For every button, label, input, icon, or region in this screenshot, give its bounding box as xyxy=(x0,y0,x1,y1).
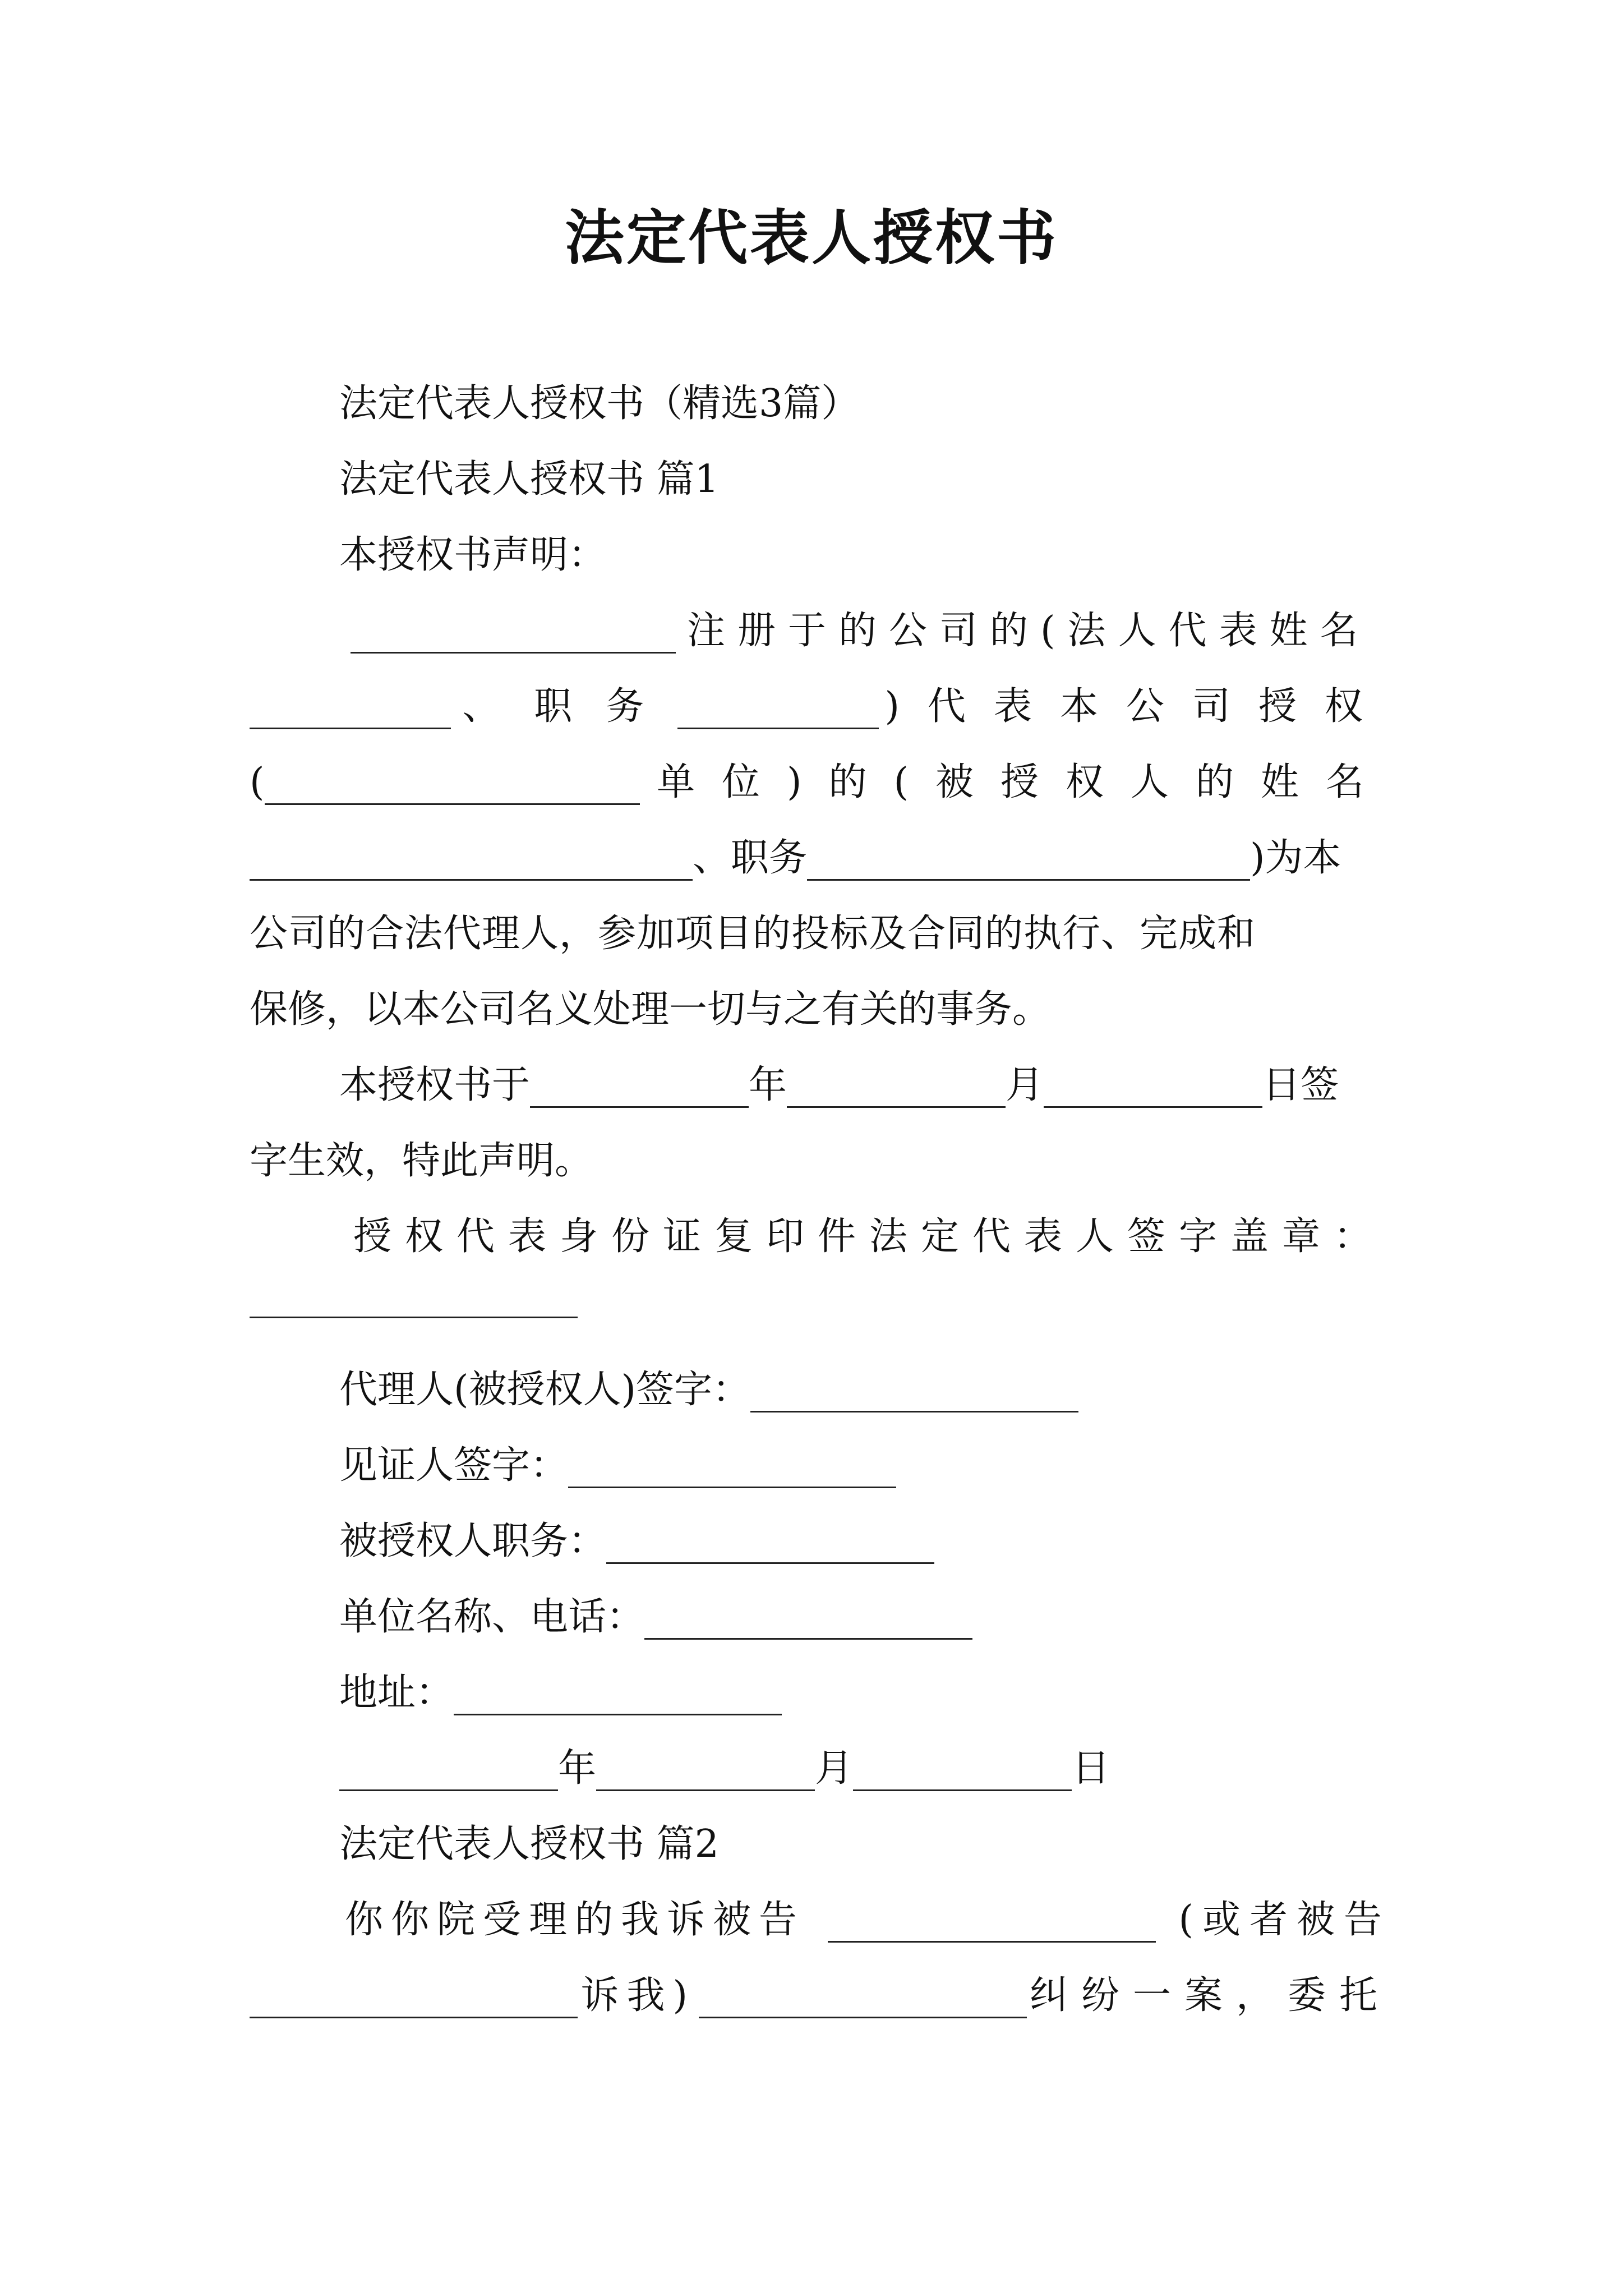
page-title: 法定代表人授权书 xyxy=(565,203,1058,273)
paragraph-line: 保修，以本公司名义处理一切与之有关的事务。 xyxy=(250,987,1051,1032)
witness-signature-line: 见证人签字： xyxy=(250,1443,1391,1488)
position-line: 被授权人职务： xyxy=(250,1519,1391,1564)
signature-seal-label: 授权代表身份证复印件法定代表人签字盖章： xyxy=(353,1214,1386,1259)
day-blank[interactable] xyxy=(853,1755,1072,1791)
legal-rep-name-blank[interactable] xyxy=(250,693,451,729)
paragraph-line: 你你院受理的我诉被告 (或者被告 xyxy=(345,1898,1391,1942)
dispute-blank[interactable] xyxy=(699,1982,1027,2018)
agent-signature-line: 代理人(被授权人)签字： xyxy=(250,1368,1391,1412)
day-blank[interactable] xyxy=(1044,1071,1262,1108)
defendant-alt-blank[interactable] xyxy=(250,1982,578,2018)
year-blank[interactable] xyxy=(339,1755,558,1791)
position-blank[interactable] xyxy=(606,1527,934,1564)
unit-phone-line: 单位名称、电话： xyxy=(250,1595,1391,1640)
month-blank[interactable] xyxy=(787,1071,1006,1108)
signature-seal-line xyxy=(250,1273,1391,1318)
paragraph-line: 公司的合法代理人，参加项目的投标及合同的执行、完成和 xyxy=(250,912,1256,956)
paragraph-line: 诉我) 纠纷一案，委托 xyxy=(250,1973,1391,2018)
authorized-name-blank[interactable] xyxy=(250,844,693,881)
section-heading-2: 法定代表人授权书 篇2 xyxy=(339,1822,719,1866)
legal-rep-position-blank[interactable] xyxy=(677,693,879,729)
signature-seal-blank[interactable] xyxy=(250,1282,578,1318)
address-blank[interactable] xyxy=(454,1679,782,1715)
paragraph-line: 注册于的公司的(法人代表姓名 xyxy=(250,609,1391,654)
year-blank[interactable] xyxy=(530,1071,749,1108)
declaration-heading: 本授权书声明： xyxy=(339,533,607,577)
agent-signature-blank[interactable] xyxy=(750,1376,1078,1412)
unit-phone-blank[interactable] xyxy=(644,1603,972,1640)
effective-date-line: 本授权书于 年 月 日签 xyxy=(339,1063,1339,1107)
unit-blank[interactable] xyxy=(265,769,640,805)
paragraph-line: 、职务 )为本 xyxy=(250,836,1391,881)
defendant-blank[interactable] xyxy=(828,1906,1156,1943)
address-line: 地址： xyxy=(250,1671,1391,1715)
paragraph-line: 字生效，特此声明。 xyxy=(250,1139,593,1183)
paragraph-line: ( 单位)的(被授权人的姓名 xyxy=(250,760,1391,804)
authorized-position-blank[interactable] xyxy=(807,844,1250,881)
section-heading-1: 法定代表人授权书 篇1 xyxy=(339,457,719,501)
company-blank[interactable] xyxy=(351,617,676,654)
month-blank[interactable] xyxy=(596,1755,815,1791)
date-line: 年 月 日 xyxy=(250,1746,1391,1791)
paragraph-line: 、职务 )代表本公司授权 xyxy=(250,684,1391,729)
witness-signature-blank[interactable] xyxy=(568,1452,896,1488)
subtitle: 法定代表人授权书（精选3篇） xyxy=(339,381,860,426)
